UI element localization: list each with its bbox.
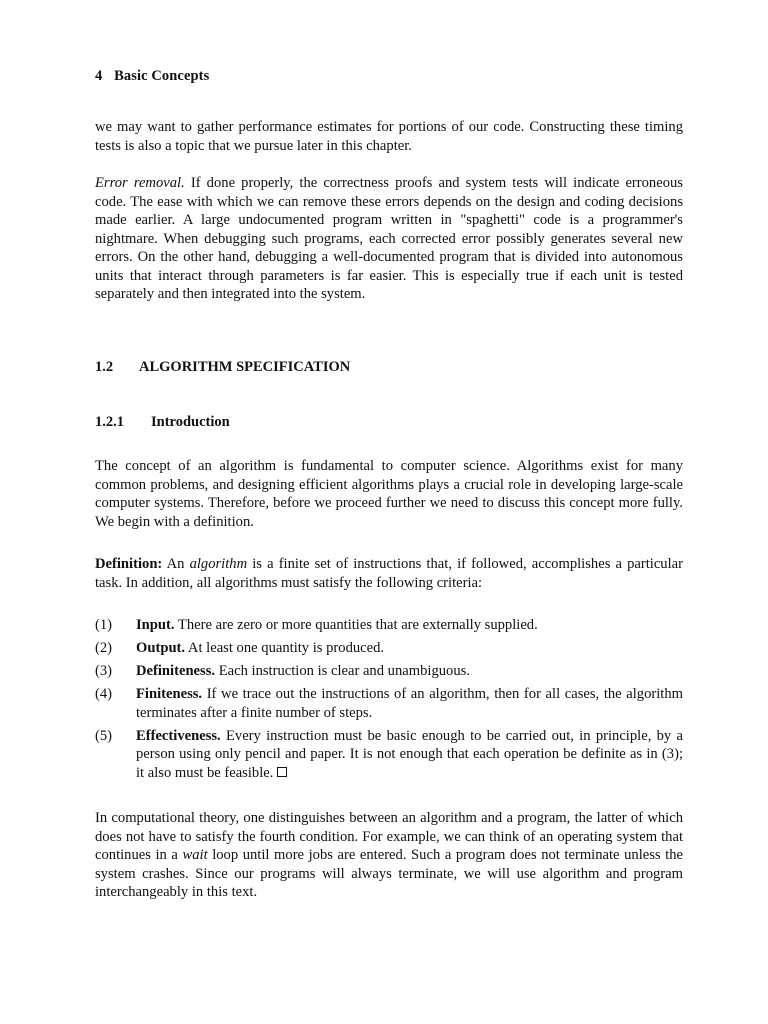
section-number: 1.2 (95, 359, 114, 375)
subsection-number: 1.2.1 (95, 414, 124, 430)
book-page (95, 0, 683, 1024)
criterion-number: (2) (95, 640, 113, 656)
criterion-text: Every instruction must be basic enough to be carried out, in principle, by a person using only pencil and paper. It is not enough that each operation be definite as in (3); it also must be feasible. (136, 727, 683, 781)
end-of-definition-box-icon (277, 767, 287, 777)
para5-pre: In computational theory, one distinguishes between an algorithm and a program, the latter of which does not have to satisfy the fourth condition. For example, we can think of an operating system that continues in a (95, 810, 683, 863)
section-title: ALGORITHM SPECIFICATION (139, 359, 351, 375)
criterion-text: Each instruction is clear and unambiguous. (215, 663, 470, 679)
criterion-number: (1) (95, 617, 113, 633)
list-item (95, 727, 683, 783)
criterion-label: Input. (136, 617, 175, 633)
running-head (95, 68, 209, 85)
error-removal-text: If done properly, the correctness proofs and system tests will indicate erroneous code. The ease with which we can remove these errors depends on the design and coding decisions made earlier. A large undocumented program written in "spaghetti" code is a programmer's nightmare. When debugging such programs, each corrected error possibly generates several new errors. On the other hand, debugging a well-documented program that is divided into autonomous units that interact through parameters is far easier. This is especially true if each unit is tested separately and then integrated into the system. (95, 175, 683, 302)
paragraph-algorithm-vs-program (95, 809, 683, 902)
error-removal-label: Error removal. (95, 175, 185, 191)
criterion-body (136, 685, 683, 722)
criteria-list (95, 616, 683, 787)
paragraph-timing-tests: we may want to gather performance estimates for portions of our code. Constructing these timing tests is also a topic that we pursue later in this chapter. (95, 119, 683, 154)
para5-post: loop until more jobs are entered. Such a program does not terminate unless the system crashes. Since our programs will always terminate, we will use algorithm and program interchangeably in this text. (95, 847, 683, 900)
criterion-number: (4) (95, 686, 113, 702)
criterion-number: (3) (95, 663, 113, 679)
list-item (95, 662, 683, 681)
running-head-title: Basic Concepts (114, 68, 210, 84)
subsection-title: Introduction (151, 414, 230, 430)
criterion-label: Finiteness. (136, 686, 203, 702)
criterion-text: There are zero or more quantities that are externally supplied. (174, 617, 538, 633)
paragraph-definition (95, 555, 683, 592)
definition-label: Definition: (95, 556, 163, 572)
criterion-text: At least one quantity is produced. (185, 640, 385, 656)
criterion-label: Definiteness. (136, 663, 216, 679)
criterion-label: Output. (136, 640, 186, 656)
paragraph-error-removal (95, 174, 683, 304)
criterion-body (136, 616, 683, 635)
page-number: 4 (95, 68, 103, 84)
subsection-heading (95, 414, 230, 431)
definition-term: algorithm (189, 556, 248, 572)
criterion-body (136, 727, 683, 783)
section-heading (95, 359, 350, 376)
list-item (95, 639, 683, 658)
criterion-label: Effectiveness. (136, 727, 221, 744)
criterion-number: (5) (95, 727, 113, 744)
para5-term: wait (182, 847, 208, 863)
list-item (95, 616, 683, 635)
criterion-text: If we trace out the instructions of an algorithm, then for all cases, the algorithm terminates after a finite number of steps. (136, 686, 683, 721)
definition-post: is a finite set of instructions that, if followed, accomplishes a particular task. In addition, all algorithms must satisfy the following criteria: (95, 556, 683, 591)
definition-pre: An (162, 556, 190, 572)
criterion-body (136, 662, 683, 681)
criterion-body (136, 639, 683, 658)
paragraph-introduction: The concept of an algorithm is fundamental to computer science. Algorithms exist for many common problems, and designing efficient algorithms plays a crucial role in developing large-scale computer systems. Therefore, before we proceed further we need to discuss this concept more fully. We begin with a definition. (95, 458, 683, 530)
list-item (95, 685, 683, 722)
